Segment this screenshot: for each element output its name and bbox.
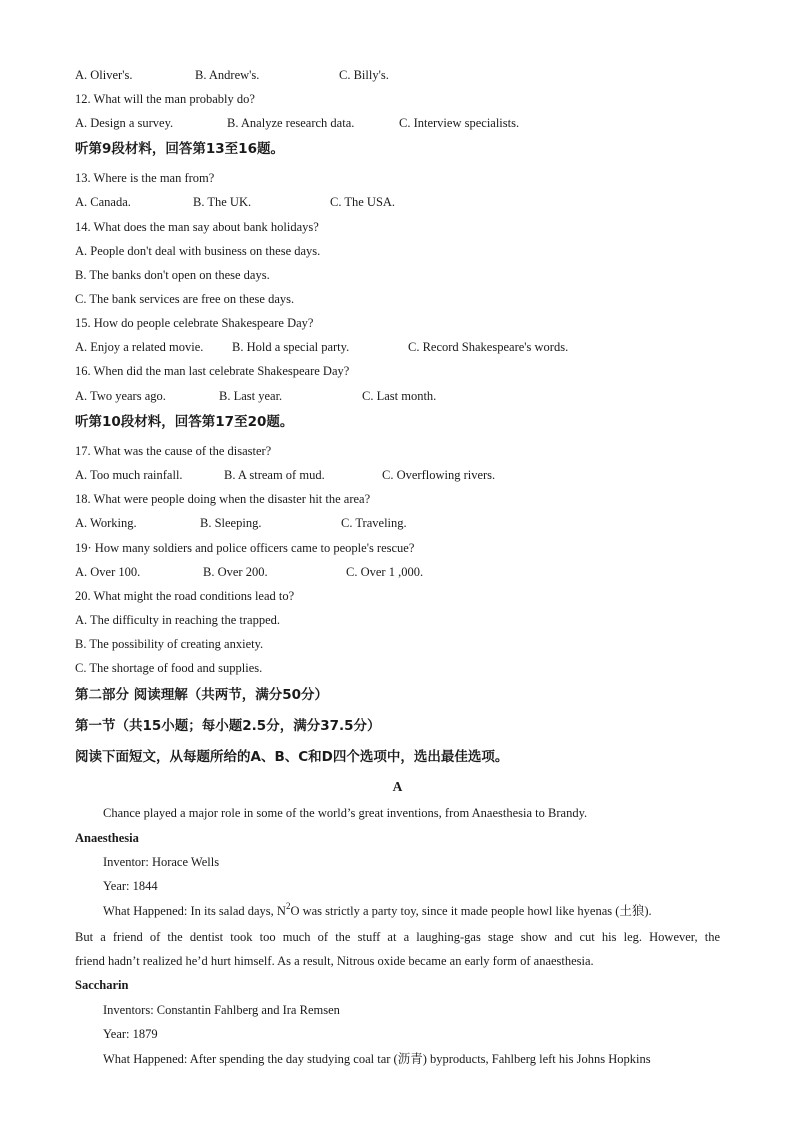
question-15: 15. How do people celebrate Shakespeare Day? (75, 316, 314, 330)
question-12: 12. What will the man probably do? (75, 92, 255, 106)
q15-option-a: A. Enjoy a related movie. (75, 340, 204, 354)
q17-option-a: A. Too much rainfall. (75, 468, 183, 482)
q14-option-c: C. The bank services are free on these days. (75, 292, 295, 306)
saccharin-para-line-1: What Happened: After spending the day studying coal tar (沥青) byproducts, Fahlberg left his Johns Hopkins (103, 1052, 651, 1066)
anaesthesia-para-line-2: But a friend of the dentist took too much of the stuff at a laughing-gas stage show and cut his leg. However, the (75, 930, 720, 944)
q12-option-c: C. Interview specialists. (399, 116, 520, 130)
question-13: 13. Where is the man from? (75, 171, 215, 185)
q20-option-c: C. The shortage of food and supplies. (75, 661, 263, 675)
passage-label: A (392, 779, 403, 794)
q20-option-a: A. The difficulty in reaching the trapped. (75, 613, 281, 627)
anaesthesia-inventor: Inventor: Horace Wells (103, 855, 220, 869)
q16-option-b: B. Last year. (219, 389, 283, 403)
question-16: 16. When did the man last celebrate Shakespeare Day? (75, 364, 350, 378)
q18-option-c: C. Traveling. (341, 516, 407, 530)
text-segment: What Happened: In its salad days, N (103, 904, 286, 918)
q17-option-b: B. A stream of mud. (224, 468, 325, 482)
subscript: 2 (285, 901, 291, 911)
question-17: 17. What was the cause of the disaster? (75, 444, 272, 458)
section-1-header: 第一节（共15小题；每小题2.5分，满分37.5分） (75, 718, 381, 734)
q14-option-a: A. People don't deal with business on these days. (75, 244, 321, 258)
q13-option-c: C. The USA. (330, 195, 396, 209)
section-10-header: 听第10段材料，回答第17至20题。 (75, 414, 294, 430)
anaesthesia-title: Anaesthesia (75, 831, 139, 845)
saccharin-title: Saccharin (75, 978, 129, 992)
saccharin-year: Year: 1879 (103, 1027, 158, 1041)
q11-option-a: A. Oliver's. (75, 68, 133, 82)
q19-option-b: B. Over 200. (203, 565, 268, 579)
question-20: 20. What might the road conditions lead to? (75, 589, 295, 603)
q14-option-b: B. The banks don't open on these days. (75, 268, 270, 282)
q11-option-c: C. Billy's. (339, 68, 389, 82)
passage-intro: Chance played a major role in some of the world’s great inventions, from Anaesthesia to Brandy. (103, 806, 588, 820)
question-19: 19· How many soldiers and police officers came to people's rescue? (75, 541, 415, 555)
q13-option-b: B. The UK. (193, 195, 252, 209)
q19-option-a: A. Over 100. (75, 565, 141, 579)
q11-option-b: B. Andrew's. (195, 68, 260, 82)
anaesthesia-year: Year: 1844 (103, 879, 158, 893)
q16-option-c: C. Last month. (362, 389, 437, 403)
anaesthesia-para-line-1 (103, 903, 720, 919)
part-2-header: 第二部分 阅读理解（共两节，满分50分） (75, 687, 328, 703)
q18-option-b: B. Sleeping. (200, 516, 262, 530)
q15-option-c: C. Record Shakespeare's words. (408, 340, 569, 354)
q19-option-c: C. Over 1 ,000. (346, 565, 424, 579)
question-18: 18. What were people doing when the disaster hit the area? (75, 492, 371, 506)
instructions: 阅读下面短文，从每题所给的A、B、C和D四个选项中，选出最佳选项。 (75, 749, 509, 765)
q20-option-b: B. The possibility of creating anxiety. (75, 637, 264, 651)
section-9-header: 听第9段材料，回答第13至16题。 (75, 141, 284, 157)
text-segment: O was strictly a party toy, since it made people howl like hyenas (土狼). (290, 904, 652, 918)
q13-option-a: A. Canada. (75, 195, 131, 209)
q18-option-a: A. Working. (75, 516, 137, 530)
anaesthesia-para-line-3: friend hadn’t realized he’d hurt himself. As a result, Nitrous oxide became an early form of anaesthesia. (75, 954, 594, 968)
q17-option-c: C. Overflowing rivers. (382, 468, 496, 482)
q16-option-a: A. Two years ago. (75, 389, 166, 403)
saccharin-inventors: Inventors: Constantin Fahlberg and Ira Remsen (103, 1003, 340, 1017)
question-14: 14. What does the man say about bank holidays? (75, 220, 319, 234)
q12-option-b: B. Analyze research data. (227, 116, 355, 130)
q15-option-b: B. Hold a special party. (232, 340, 350, 354)
q12-option-a: A. Design a survey. (75, 116, 174, 130)
